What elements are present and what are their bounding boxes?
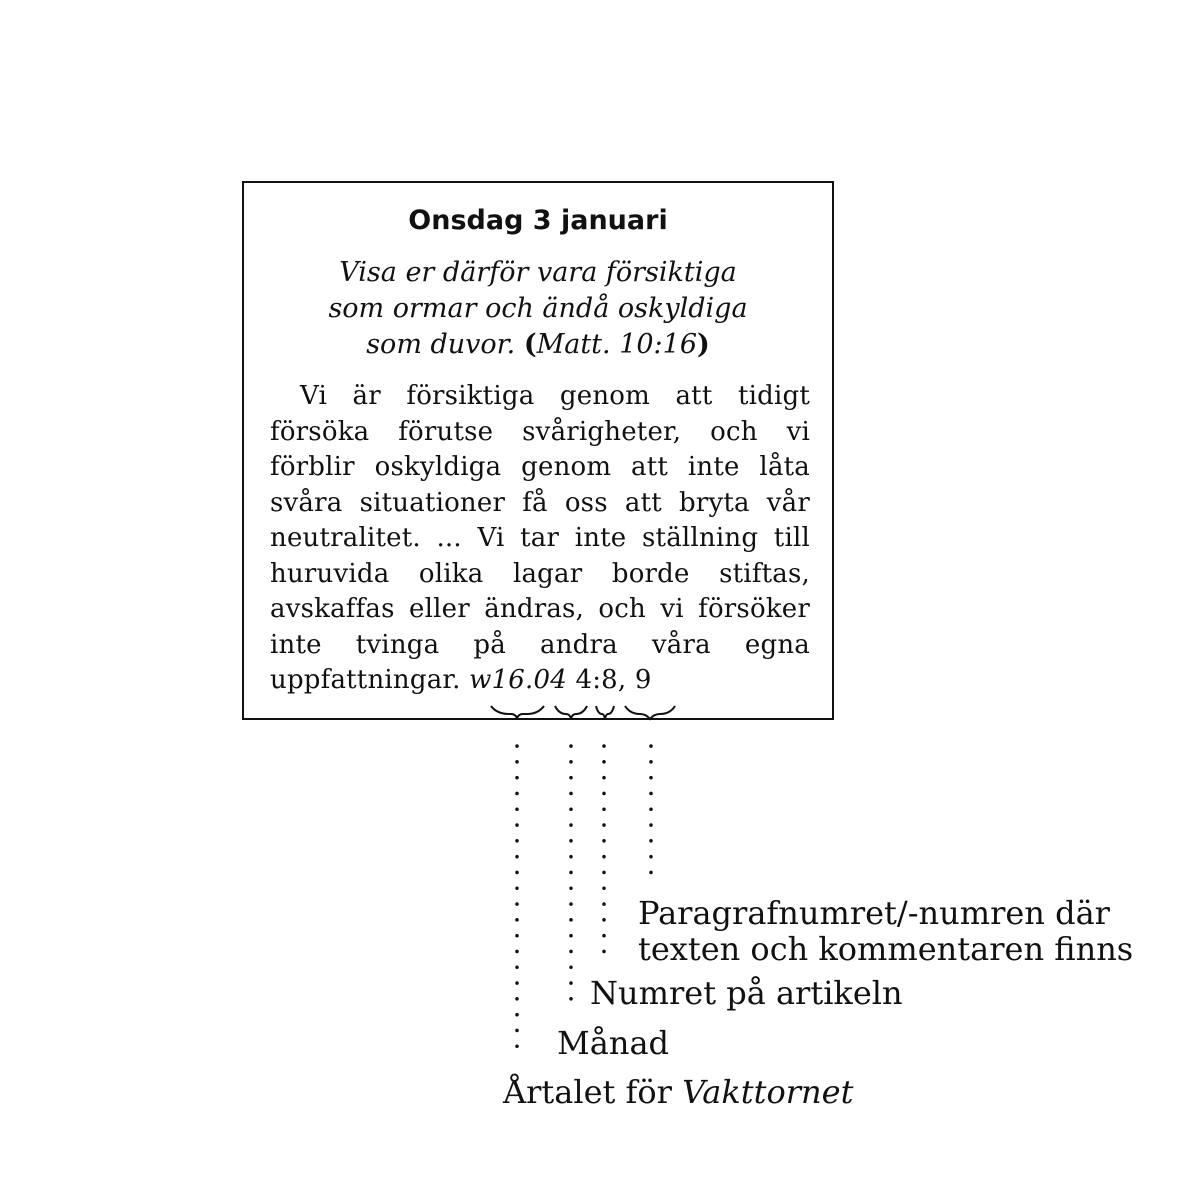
verse-reference: (Matt. 10:16) [523, 329, 710, 360]
label-month: Månad [557, 1024, 670, 1062]
verse-line-2: som ormar och ändå oskyldiga [328, 293, 748, 324]
label-year-prefix: Årtalet för [503, 1073, 672, 1111]
brace-year [491, 706, 544, 719]
verse-line-1: Visa er därför vara försiktiga [339, 257, 737, 288]
label-article-number: Numret på artikeln [590, 974, 903, 1012]
label-year-publication: Vakttornet [682, 1073, 854, 1111]
brace-paragraph [625, 706, 675, 719]
citation-year-month: w16.04 [469, 665, 567, 695]
verse-line-3-text: som duvor. [366, 329, 516, 360]
comment-body: Vi är försiktiga genom att tidigt försöka förutse svårigheter, och vi förblir oskyldiga genom att inte låta svåra situationer få oss att bryta vår neutralitet. ... Vi tar inte ställning till huruvida olika lagar borde stiftas, avskaffas eller ändras, och vi försöker inte tvinga på andra våra egna uppfattningar. [270, 381, 810, 695]
brace-month [555, 706, 587, 719]
card-date: Onsdag 3 januari [408, 205, 668, 236]
brace-article [596, 706, 614, 719]
verse-reference-text: Matt. 10:16 [536, 329, 698, 360]
citation-paragraph: 4:8, 9 [575, 665, 652, 695]
label-paragraph-line-1: Paragrafnumret/-numren där [638, 894, 1110, 932]
label-paragraph [638, 895, 1133, 967]
label-paragraph-line-2: texten och kommentaren finns [638, 930, 1134, 968]
label-year [503, 1074, 853, 1110]
